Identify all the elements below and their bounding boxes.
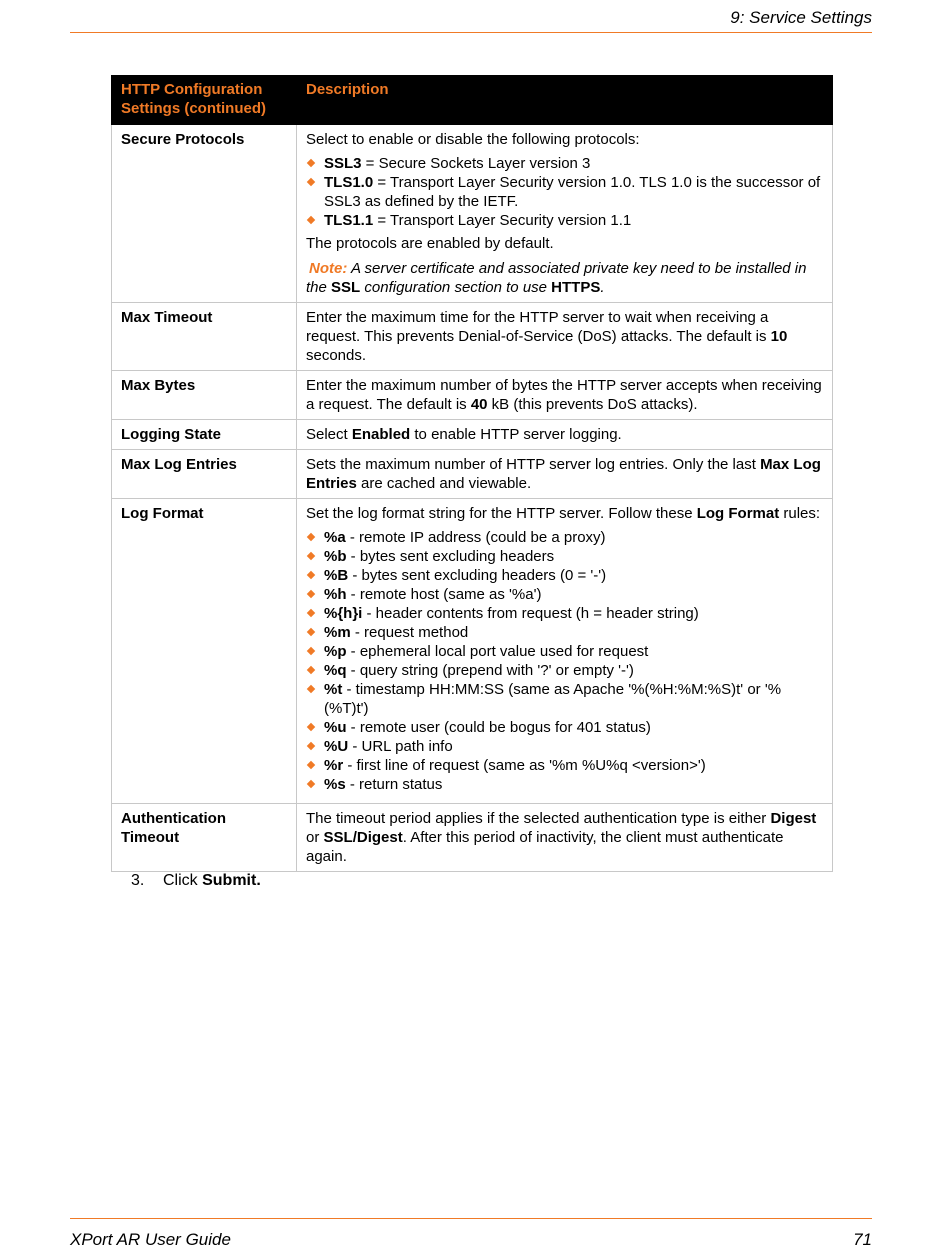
table-row (112, 499, 833, 804)
format-code: %U (324, 738, 349, 755)
diamond-bullet-icon (307, 723, 315, 731)
auth-type: Digest (770, 810, 817, 827)
list-item (306, 154, 823, 173)
note-text: A server certificate and associated private key need to be installed in the (306, 260, 807, 296)
instruction-step (131, 872, 261, 890)
format-description: - first line of request (same as '%m %U%q <version>') (343, 757, 706, 774)
list-item (306, 718, 823, 737)
protocol-description: = Secure Sockets Layer version 3 (361, 155, 591, 172)
table-row (112, 420, 833, 450)
option-value: Enabled (351, 426, 411, 443)
auth-type: SSL/Digest (323, 829, 403, 846)
diamond-bullet-icon (307, 761, 315, 769)
diamond-bullet-icon (307, 216, 315, 224)
format-description: - bytes sent excluding headers (0 = '-') (348, 567, 607, 584)
setting-description (297, 450, 833, 499)
description-text: Set the log format string for the HTTP server. Follow these (306, 505, 697, 522)
note-label: Note: (309, 260, 348, 277)
description-text: Enter the maximum time for the HTTP server to wait when receiving a request. This prevents Denial-of-Service (DoS) attacks. The default is (306, 309, 771, 345)
format-description: - URL path info (348, 738, 453, 755)
log-format-rules-list (306, 528, 823, 794)
setting-name: Log Format (112, 499, 297, 804)
table-row (112, 804, 833, 872)
diamond-bullet-icon (307, 742, 315, 750)
setting-description (297, 499, 833, 804)
note (306, 259, 823, 297)
list-item (306, 585, 823, 604)
diamond-bullet-icon (307, 666, 315, 674)
table-row (112, 450, 833, 499)
description-text: kB (this prevents DoS attacks). (487, 396, 698, 413)
description-text: Enter the maximum number of bytes the HTTP server accepts when receiving a request. The default is (306, 377, 822, 413)
setting-description (297, 804, 833, 872)
list-item (306, 661, 823, 680)
description-text: . After this period of inactivity, the client must authenticate again. (306, 829, 784, 865)
setting-description (297, 371, 833, 420)
default-value: 10 (770, 328, 788, 345)
format-code: %a (324, 529, 346, 546)
http-config-table (111, 75, 833, 872)
list-item (306, 775, 823, 794)
description-text: Sets the maximum number of HTTP server log entries. Only the last (306, 456, 761, 473)
format-code: %b (324, 548, 347, 565)
note-ssl: SSL (331, 279, 361, 296)
diamond-bullet-icon (307, 571, 315, 579)
format-description: - request method (350, 624, 469, 641)
list-item (306, 173, 823, 211)
format-code: %q (324, 662, 347, 679)
default-value: 40 (470, 396, 488, 413)
note-https: HTTPS (551, 279, 601, 296)
protocol-name: TLS1.1 (324, 212, 374, 229)
table-row (112, 125, 833, 303)
diamond-bullet-icon (307, 685, 315, 693)
setting-name: Max Bytes (112, 371, 297, 420)
table-row (112, 371, 833, 420)
format-code: %{h}i (324, 605, 363, 622)
setting-description (297, 125, 833, 303)
list-item (306, 756, 823, 775)
description-text: Select to enable or disable the following protocols: (306, 131, 640, 148)
diamond-bullet-icon (307, 609, 315, 617)
column-header-description: Description (297, 76, 833, 125)
page-number: 71 (853, 1230, 872, 1249)
list-item (306, 737, 823, 756)
table-row (112, 303, 833, 371)
description-text: are cached and viewable. (356, 475, 532, 492)
protocol-name: TLS1.0 (324, 174, 374, 191)
setting-name: Max Log Entries (112, 450, 297, 499)
list-item (306, 642, 823, 661)
field-reference: Log Format (696, 505, 780, 522)
format-description: - remote host (same as '%a') (346, 586, 542, 603)
list-item (306, 680, 823, 718)
column-header-setting: HTTP Configuration Settings (continued) (112, 76, 297, 125)
description-text: Select (306, 426, 352, 443)
protocol-description: = Transport Layer Security version 1.0. TLS 1.0 is the successor of SSL3 as defined by the IETF. (324, 174, 821, 210)
description-text: seconds. (306, 347, 367, 364)
footer-doc-title: XPort AR User Guide (70, 1230, 231, 1249)
format-code: %r (324, 757, 344, 774)
list-item (306, 211, 823, 230)
description-text: or (306, 829, 324, 846)
list-item (306, 566, 823, 585)
description-text (306, 504, 823, 523)
protocol-name: SSL3 (324, 155, 362, 172)
format-code: %s (324, 776, 346, 793)
setting-name: Authentication Timeout (112, 804, 297, 872)
format-description: - return status (345, 776, 443, 793)
list-item (306, 604, 823, 623)
footer-divider (70, 1218, 872, 1219)
description-text: The timeout period applies if the selected authentication type is either (306, 810, 771, 827)
setting-name: Secure Protocols (112, 125, 297, 303)
list-item (306, 547, 823, 566)
note-text: configuration section to use (360, 279, 552, 296)
diamond-bullet-icon (307, 159, 315, 167)
note-text: . (600, 279, 605, 296)
format-code: %u (324, 719, 347, 736)
list-item (306, 528, 823, 547)
diamond-bullet-icon (307, 533, 315, 541)
format-code: %h (324, 586, 347, 603)
step-text: Click (163, 872, 203, 889)
header-divider (70, 32, 872, 33)
setting-description (297, 303, 833, 371)
diamond-bullet-icon (307, 628, 315, 636)
format-code: %B (324, 567, 349, 584)
description-text: to enable HTTP server logging. (410, 426, 622, 443)
setting-name: Logging State (112, 420, 297, 450)
step-number: 3. (131, 872, 145, 889)
diamond-bullet-icon (307, 780, 315, 788)
diamond-bullet-icon (307, 590, 315, 598)
table-header-row (112, 76, 833, 125)
format-description: - query string (prepend with '?' or empty '-') (346, 662, 634, 679)
format-description: - timestamp HH:MM:SS (same as Apache '%(%H:%M:%S)t' or '%(%T)t') (324, 681, 782, 717)
step-action: Submit. (202, 872, 261, 889)
format-description: - remote user (could be bogus for 401 status) (346, 719, 651, 736)
field-reference: Max Log Entries (306, 456, 821, 492)
format-description: - header contents from request (h = header string) (362, 605, 699, 622)
description-text: rules: (779, 505, 821, 522)
format-code: %t (324, 681, 343, 698)
format-description: - remote IP address (could be a proxy) (345, 529, 606, 546)
protocol-list (306, 154, 823, 230)
diamond-bullet-icon (307, 178, 315, 186)
format-description: - bytes sent excluding headers (346, 548, 555, 565)
protocol-description: = Transport Layer Security version 1.1 (373, 212, 632, 229)
format-description: - ephemeral local port value used for request (346, 643, 649, 660)
default-text: The protocols are enabled by default. (306, 235, 554, 252)
setting-name: Max Timeout (112, 303, 297, 371)
format-code: %p (324, 643, 347, 660)
list-item (306, 623, 823, 642)
diamond-bullet-icon (307, 552, 315, 560)
setting-description (297, 420, 833, 450)
diamond-bullet-icon (307, 647, 315, 655)
chapter-header: 9: Service Settings (730, 8, 872, 27)
format-code: %m (324, 624, 351, 641)
